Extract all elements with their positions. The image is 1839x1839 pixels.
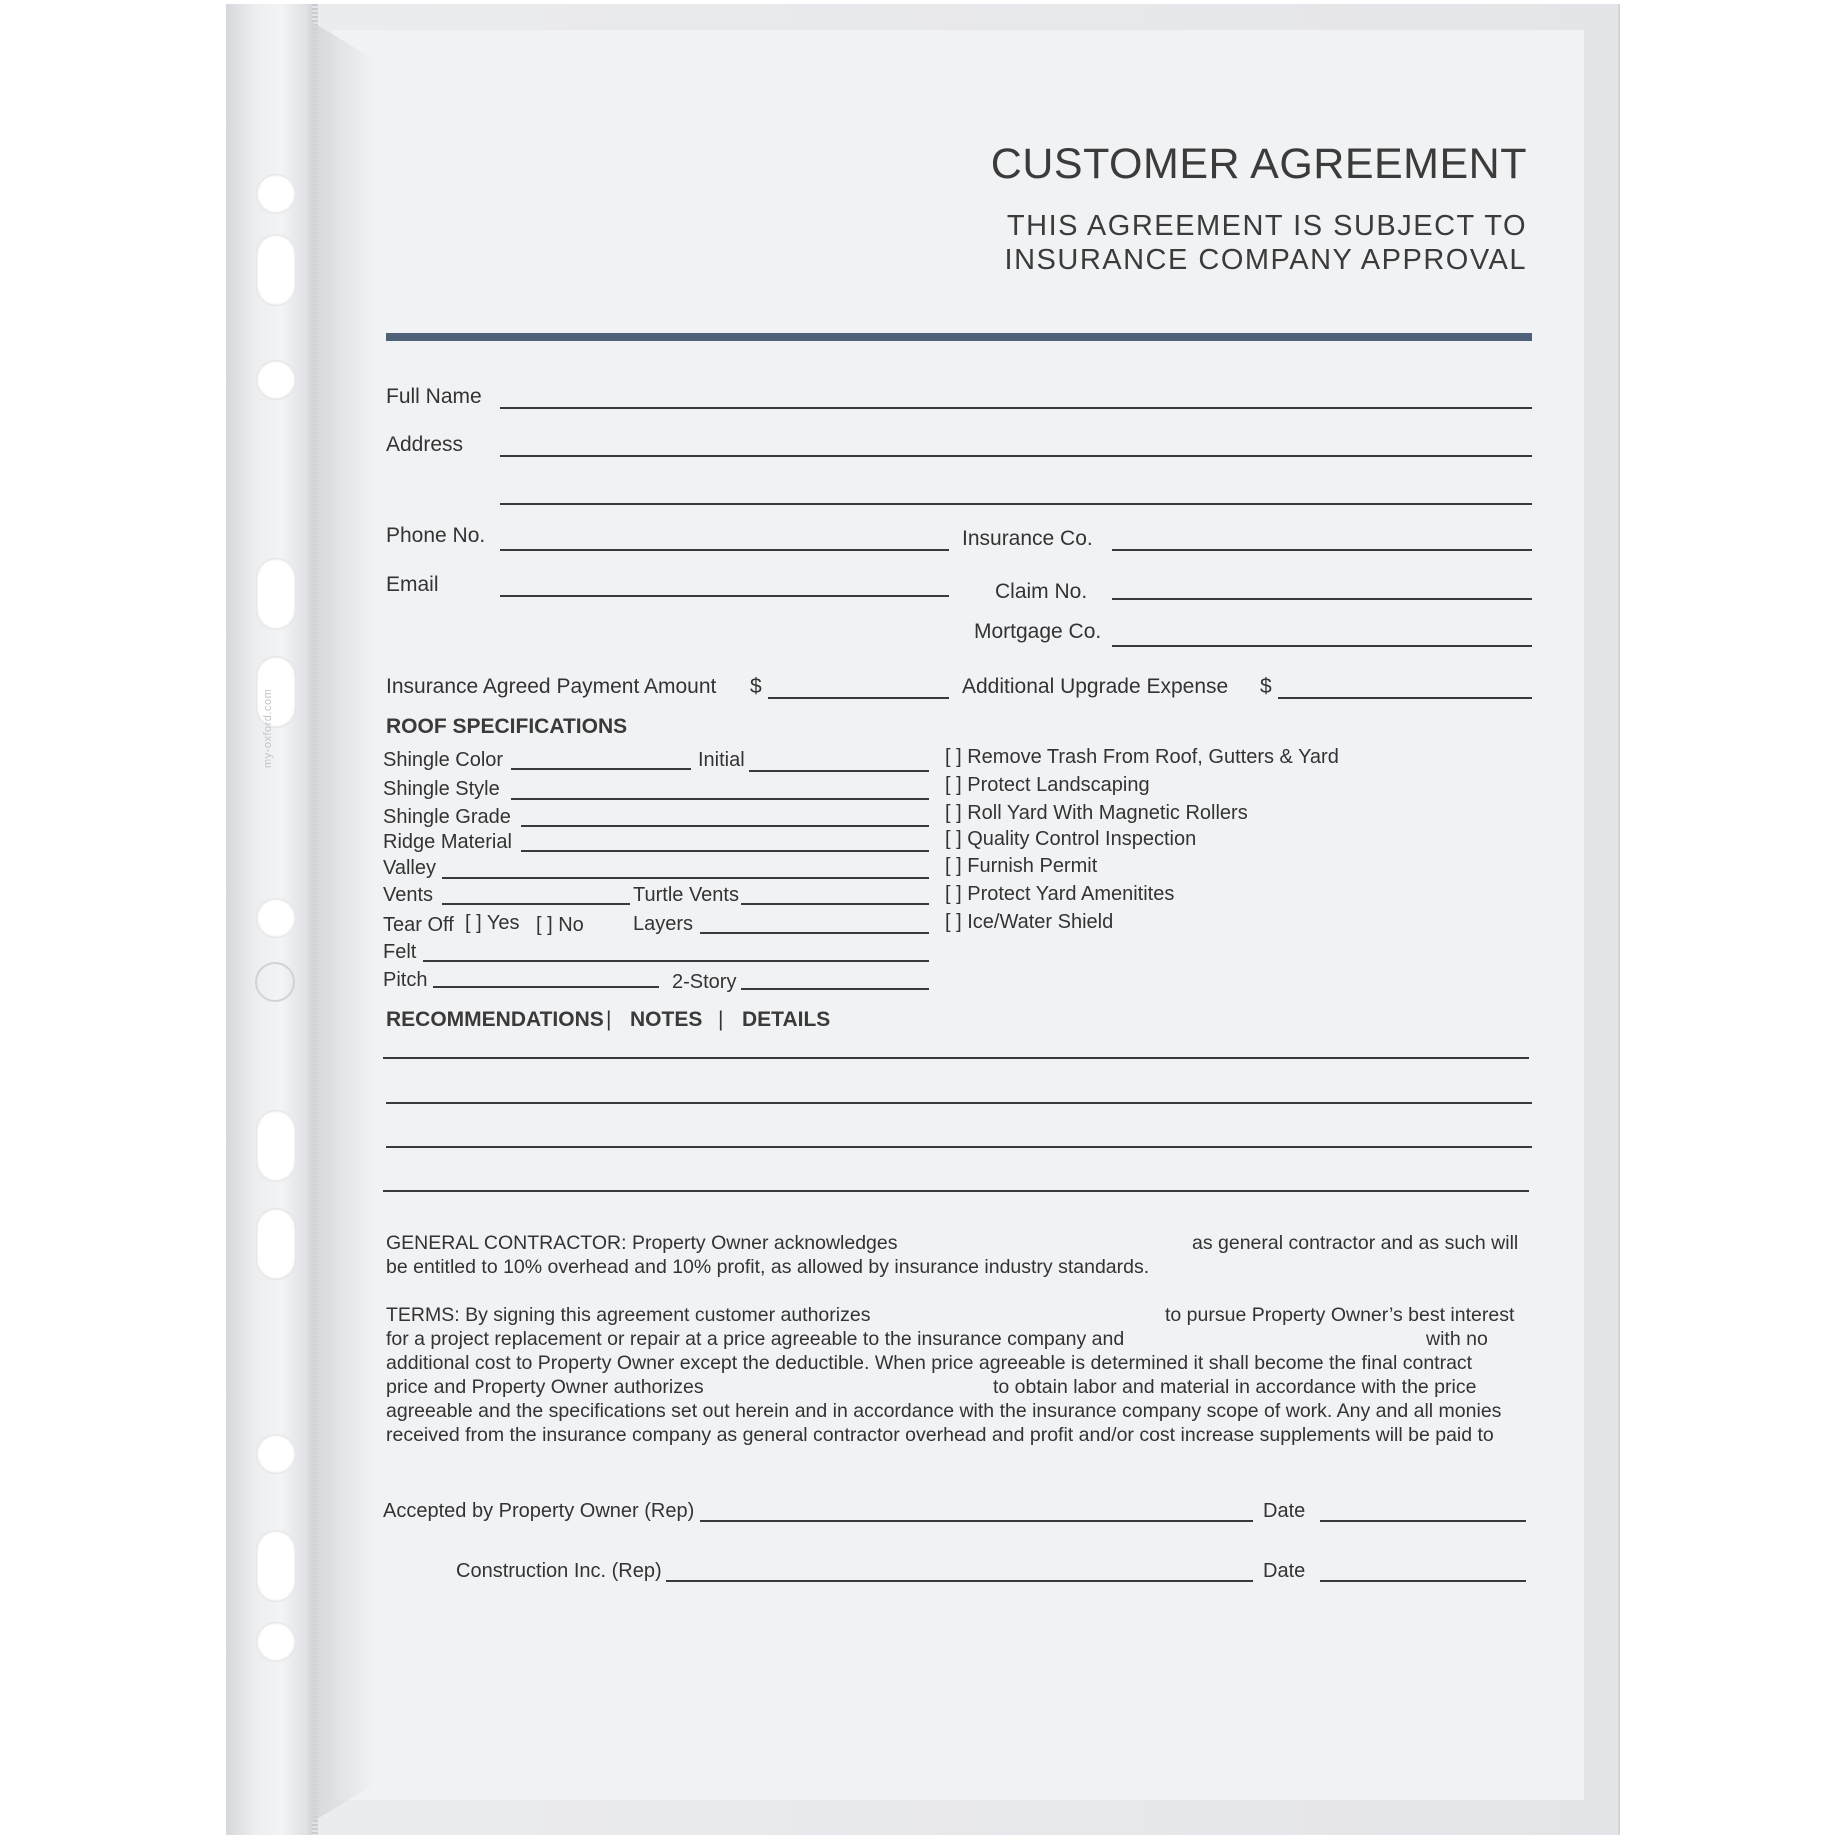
- felt-field[interactable]: [423, 960, 929, 962]
- valley-label: Valley: [383, 857, 436, 879]
- punch-hole: [256, 234, 296, 306]
- mortgage-co-field[interactable]: [1112, 645, 1532, 647]
- insurance-payment-field[interactable]: [768, 697, 949, 699]
- vents-field[interactable]: [442, 903, 630, 905]
- notes-line[interactable]: [386, 1146, 1532, 1148]
- terms-text: for a project replacement or repair at a price agreeable to the insurance company and: [386, 1328, 1125, 1350]
- shingle-color-field[interactable]: [511, 768, 691, 770]
- checklist-item[interactable]: [ ] Remove Trash From Roof, Gutters & Yard: [945, 746, 1339, 768]
- phone-label: Phone No.: [386, 524, 486, 547]
- punch-hole: [256, 1434, 296, 1474]
- terms-text: additional cost to Property Owner except the deductible. When price agreeable is determined it shall become the final contract: [386, 1352, 1473, 1374]
- document-subtitle-line2: INSURANCE COMPANY APPROVAL: [1004, 244, 1527, 276]
- ridge-material-label: Ridge Material: [383, 831, 512, 853]
- full-name-field[interactable]: [500, 407, 1532, 409]
- general-contractor-text: GENERAL CONTRACTOR: Property Owner acknowledges: [386, 1232, 898, 1254]
- claim-no-field[interactable]: [1112, 598, 1532, 600]
- felt-label: Felt: [383, 941, 417, 963]
- address-field-line2[interactable]: [500, 503, 1532, 505]
- tear-off-label: Tear Off: [383, 914, 454, 936]
- insurance-co-field[interactable]: [1112, 549, 1532, 551]
- details-heading: DETAILS: [742, 1008, 831, 1031]
- document-title: CUSTOMER AGREEMENT: [990, 140, 1527, 188]
- punch-hole: [256, 1622, 296, 1662]
- checklist-item[interactable]: [ ] Ice/Water Shield: [945, 911, 1114, 933]
- owner-date-field[interactable]: [1320, 1520, 1526, 1522]
- insurance-payment-label: Insurance Agreed Payment Amount: [386, 675, 717, 698]
- owner-signature-label: Accepted by Property Owner (Rep): [383, 1500, 695, 1522]
- checklist-item[interactable]: [ ] Quality Control Inspection: [945, 828, 1197, 850]
- construction-signature-label: Construction Inc. (Rep): [456, 1560, 662, 1582]
- checklist-item[interactable]: [ ] Protect Yard Amenitites: [945, 883, 1175, 905]
- owner-date-label: Date: [1263, 1500, 1306, 1522]
- email-label: Email: [386, 573, 439, 596]
- address-field-line1[interactable]: [500, 455, 1532, 457]
- brand-logo-icon: [255, 962, 295, 1002]
- insurance-co-label: Insurance Co.: [962, 527, 1093, 550]
- email-field[interactable]: [500, 595, 949, 597]
- phone-field[interactable]: [500, 549, 949, 551]
- shingle-style-label: Shingle Style: [383, 778, 500, 800]
- owner-signature-field[interactable]: [700, 1520, 1253, 1522]
- turtle-vents-field[interactable]: [741, 903, 929, 905]
- notes-separator: |: [718, 1008, 724, 1031]
- punch-hole: [256, 558, 296, 630]
- claim-no-label: Claim No.: [995, 580, 1088, 603]
- punch-hole: [256, 360, 296, 400]
- punch-hole: [256, 1208, 296, 1280]
- layers-label: Layers: [633, 913, 694, 935]
- shingle-grade-label: Shingle Grade: [383, 806, 511, 828]
- shingle-grade-field[interactable]: [521, 825, 929, 827]
- turtle-vents-label: Turtle Vents: [633, 884, 739, 906]
- terms-text: received from the insurance company as general contractor overhead and profit and/or cost increase supplements will be paid to: [386, 1424, 1494, 1446]
- valley-field[interactable]: [442, 877, 929, 879]
- terms-text: price and Property Owner authorizes: [386, 1376, 704, 1398]
- full-name-label: Full Name: [386, 385, 482, 408]
- ridge-material-field[interactable]: [521, 850, 929, 852]
- upgrade-expense-field[interactable]: [1278, 697, 1532, 699]
- upgrade-expense-label: Additional Upgrade Expense: [962, 675, 1229, 698]
- tear-off-yes-checkbox[interactable]: [ ] Yes: [465, 912, 520, 934]
- notes-line[interactable]: [383, 1190, 1529, 1192]
- two-story-field[interactable]: [741, 988, 929, 990]
- shingle-style-field[interactable]: [511, 798, 929, 800]
- recommendations-heading: RECOMMENDATIONS: [386, 1008, 604, 1031]
- pitch-label: Pitch: [383, 969, 428, 991]
- mortgage-co-label: Mortgage Co.: [974, 620, 1102, 643]
- document-subtitle-line1: THIS AGREEMENT IS SUBJECT TO: [1006, 210, 1527, 242]
- layers-field[interactable]: [700, 932, 929, 934]
- terms-text: agreeable and the specifications set out herein and in accordance with the insurance company scope of work. Any and all monies: [386, 1400, 1502, 1422]
- construction-date-field[interactable]: [1320, 1580, 1526, 1582]
- punch-hole: [256, 1110, 296, 1182]
- sleeve-fold: [312, 22, 372, 1822]
- vents-label: Vents: [383, 884, 434, 906]
- header-divider-bar: [386, 333, 1532, 341]
- upgrade-expense-currency: $: [1260, 675, 1272, 698]
- initial-label: Initial: [698, 749, 745, 771]
- terms-text: to obtain labor and material in accordance with the price: [993, 1376, 1477, 1398]
- checklist-item[interactable]: [ ] Protect Landscaping: [945, 774, 1150, 796]
- insurance-payment-currency: $: [750, 675, 762, 698]
- pitch-field[interactable]: [433, 986, 659, 988]
- brand-watermark: my-oxford.com: [262, 688, 274, 768]
- roof-specifications-heading: ROOF SPECIFICATIONS: [386, 715, 628, 738]
- shingle-color-label: Shingle Color: [383, 749, 504, 771]
- terms-text: TERMS: By signing this agreement customer authorizes: [386, 1304, 871, 1326]
- address-label: Address: [386, 433, 464, 456]
- punch-hole: [256, 174, 296, 214]
- general-contractor-text: be entitled to 10% overhead and 10% profit, as allowed by insurance industry standards.: [386, 1256, 1150, 1278]
- notes-line[interactable]: [386, 1102, 1532, 1104]
- checklist-item[interactable]: [ ] Roll Yard With Magnetic Rollers: [945, 802, 1248, 824]
- terms-text: with no: [1426, 1328, 1488, 1350]
- notes-heading: NOTES: [630, 1008, 703, 1031]
- two-story-label: 2-Story: [672, 971, 737, 993]
- notes-line[interactable]: [383, 1057, 1529, 1059]
- terms-text: to pursue Property Owner’s best interest: [1165, 1304, 1515, 1326]
- punch-hole: [256, 898, 296, 938]
- notes-separator: |: [606, 1008, 612, 1031]
- punch-hole: [256, 1530, 296, 1602]
- initial-field[interactable]: [749, 770, 929, 772]
- tear-off-no-checkbox[interactable]: [ ] No: [536, 914, 584, 936]
- checklist-item[interactable]: [ ] Furnish Permit: [945, 855, 1098, 877]
- general-contractor-text: as general contractor and as such will: [1192, 1232, 1519, 1254]
- construction-date-label: Date: [1263, 1560, 1306, 1582]
- construction-signature-field[interactable]: [666, 1580, 1253, 1582]
